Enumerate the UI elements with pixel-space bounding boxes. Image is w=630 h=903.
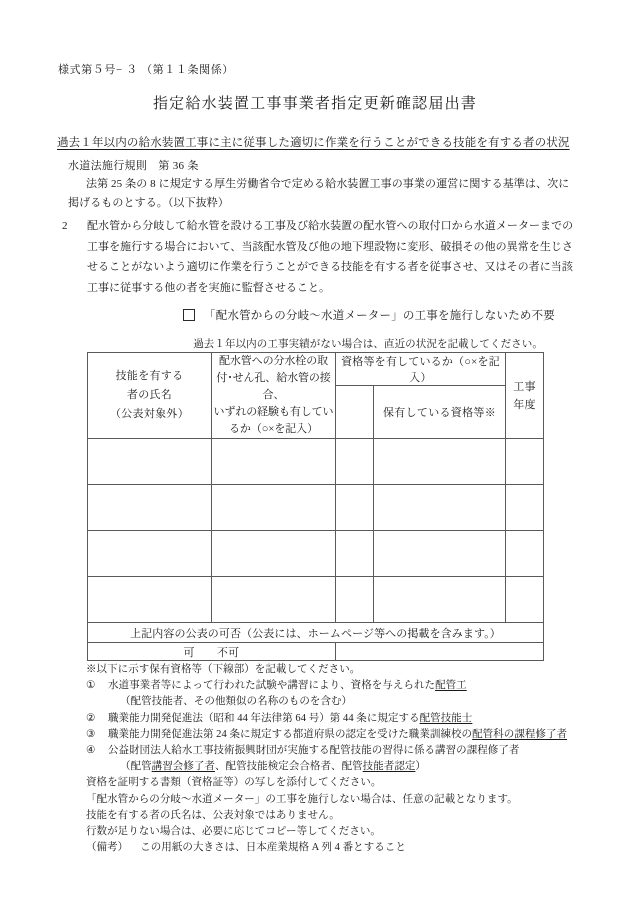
- cell-qualification-mark[interactable]: [336, 577, 374, 623]
- law-body-paragraph: [68, 175, 578, 213]
- checkbox-icon[interactable]: [183, 309, 195, 321]
- cell-name[interactable]: [88, 577, 212, 623]
- notes-block: [86, 662, 586, 856]
- note-item-3: [86, 727, 586, 743]
- table-row[interactable]: [88, 439, 544, 485]
- table-row[interactable]: [88, 485, 544, 531]
- header-exp-line-4: るか（○×を記入）: [229, 423, 318, 435]
- law-body-line-1: 法第 25 条の 8 に規定する厚生労働省令で定める給水装置工事の事業の運営に関する基準は、: [86, 178, 548, 190]
- note-marker-3: ③: [86, 728, 96, 740]
- note-trailing-1: 資格を証明する書類（資格証等）の写しを添付してください。: [86, 777, 382, 789]
- note-remark-marker: （備考）: [86, 842, 129, 854]
- cell-year[interactable]: [506, 531, 544, 577]
- cell-year[interactable]: [506, 577, 544, 623]
- note-underline-1: 配管工: [435, 680, 467, 692]
- disclose-choice-cell[interactable]: [88, 643, 336, 661]
- note-text-3: 職業能力開発促進法第 24 条に規定する都道府県の認定を受けた職業訓練校の: [108, 728, 473, 740]
- notes-intro: ※以下に示す保有資格等（下線部）を記載してください。: [86, 664, 361, 675]
- note-text-4: 公益財団法人給水工事技術振興財団が実施する配管技能の習得に係る講習の課程修了者: [108, 745, 520, 757]
- page-title: 指定給水装置工事事業者指定更新確認届出書: [152, 96, 477, 112]
- header-year-col: [506, 353, 544, 439]
- cell-qualification-detail[interactable]: [374, 439, 506, 485]
- header-name-col: [88, 353, 212, 439]
- section-heading: 過去１年以内の給水装置工事に主に従事した適切に作業を行うことができる技能を有する者の状況: [57, 137, 570, 149]
- header-qualification-top: 資格等を有しているか（○×を記入）: [336, 353, 506, 386]
- form-number: 様式第５号− ３ （第１１条関係）: [58, 64, 234, 76]
- header-name-line-1: 技能を有する: [115, 370, 184, 382]
- exemption-checkbox-label: 「配水管からの分岐〜水道メーター」の工事を施行しないため不要: [204, 310, 555, 322]
- table-note-above: 過去１年以内の工事実績がない場合は、直近の状況を記載してください。: [193, 339, 543, 350]
- note-trailing-2: 「配水管からの分岐〜水道メーター」の工事を施行しない場合は、任意の記載となります。: [86, 793, 518, 805]
- table-row[interactable]: [88, 577, 544, 623]
- header-exp-line-2: 付･せん孔、給水管の接合、: [216, 372, 331, 401]
- header-name-line-3: （公表対象外）: [109, 408, 190, 420]
- clause-text: 配水管から分岐して給水管を設ける工事及び給水装置の配水管への取付口から水道メーターまでの工事を施行する場合において、当該配水管及び他の地下埋設物に変形、破損その他の異常を生じさせることがないよう適切に作業を行うことができる技能を有する者を従事させ、又はその者に当該工事に従事する他の者を実施に監督させること。: [87, 220, 574, 294]
- header-experience-col: [212, 353, 336, 439]
- note-sub4-underline-b: 技能者認定: [362, 761, 416, 773]
- header-name-line-2: 者の氏名: [126, 389, 173, 401]
- exemption-checkbox-row[interactable]: [183, 307, 555, 323]
- disclose-choice-empty[interactable]: [336, 643, 544, 661]
- cell-qualification-detail[interactable]: [374, 531, 506, 577]
- cell-name[interactable]: [88, 531, 212, 577]
- disclose-yes-option[interactable]: 可: [183, 646, 195, 659]
- note-remark-text: この用紙の大きさは、日本産業規格 A 列 4 番とすること: [140, 842, 406, 854]
- table-header-row: [88, 353, 544, 386]
- cell-qualification-mark[interactable]: [336, 485, 374, 531]
- note-underline-3: 配管科の課程修了者: [472, 728, 568, 740]
- cell-experience[interactable]: [212, 485, 336, 531]
- note-marker-4: ④: [86, 745, 96, 757]
- cell-qualification-mark[interactable]: [336, 439, 374, 485]
- note-item-2: [86, 711, 586, 727]
- cell-qualification-detail[interactable]: [374, 485, 506, 531]
- cell-name[interactable]: [88, 485, 212, 531]
- note-item-1: [86, 678, 586, 694]
- header-qualification-detail: 保有している資格等※: [374, 386, 506, 439]
- header-year-line-1: 工事: [513, 380, 536, 393]
- note-remark: [86, 840, 586, 856]
- header-exp-line-3: いずれの経験も有してい: [213, 406, 334, 418]
- skills-table: [87, 352, 544, 661]
- header-year-line-2: 年度: [513, 398, 536, 411]
- cell-year[interactable]: [506, 485, 544, 531]
- cell-qualification-mark[interactable]: [336, 531, 374, 577]
- note-trailing-4: 行数が足りない場合は、必要に応じてコピー等してください。: [86, 826, 381, 838]
- note-item-4: [86, 743, 586, 759]
- disclose-choice-row[interactable]: [88, 643, 544, 661]
- clause-2: [62, 216, 582, 298]
- cell-qualification-detail[interactable]: [374, 577, 506, 623]
- note-sub4-underline-a: 講習会修了者: [151, 761, 215, 773]
- note-marker-1: ①: [86, 680, 96, 692]
- note-marker-2: ②: [86, 712, 96, 724]
- note-text-2: 職業能力開発促進法（昭和 44 年法律第 64 号）第 44 条に規定する: [108, 712, 420, 724]
- disclose-consent-label: 上記内容の公表の可否（公表には、ホームページ等への掲載を含みます。）: [88, 623, 544, 643]
- cell-year[interactable]: [506, 439, 544, 485]
- header-exp-line-1: 配水管への分水栓の取: [219, 355, 328, 367]
- note-underline-2: 配管技能士: [419, 712, 473, 724]
- note-sub-1: （配管技能者、その他類似の名称のものを含む）: [120, 696, 353, 708]
- disclose-consent-row: [88, 623, 544, 643]
- note-text-1: 水道事業者等によって行われた試験や講習により、資格を与えられた: [108, 680, 436, 692]
- clause-number: 2: [62, 220, 68, 232]
- note-trailing-3: 技能を有する者の氏名は、公表対象ではありません。: [86, 809, 340, 821]
- cell-name[interactable]: [88, 439, 212, 485]
- cell-experience[interactable]: [212, 577, 336, 623]
- note-sub-4: （配管講習会修了者、配管技能検定会合格者、配管技能者認定）: [120, 761, 426, 773]
- skills-table-wrapper: [87, 352, 543, 661]
- header-qualification-mark: [336, 386, 374, 439]
- cell-experience[interactable]: [212, 531, 336, 577]
- law-body-line-2: 次に掲げるものとする。（以下抜粋）: [68, 178, 570, 209]
- law-reference: 水道法施行規則 第 36 条: [68, 160, 199, 172]
- table-row[interactable]: [88, 531, 544, 577]
- disclose-no-option[interactable]: 不可: [216, 646, 240, 659]
- cell-experience[interactable]: [212, 439, 336, 485]
